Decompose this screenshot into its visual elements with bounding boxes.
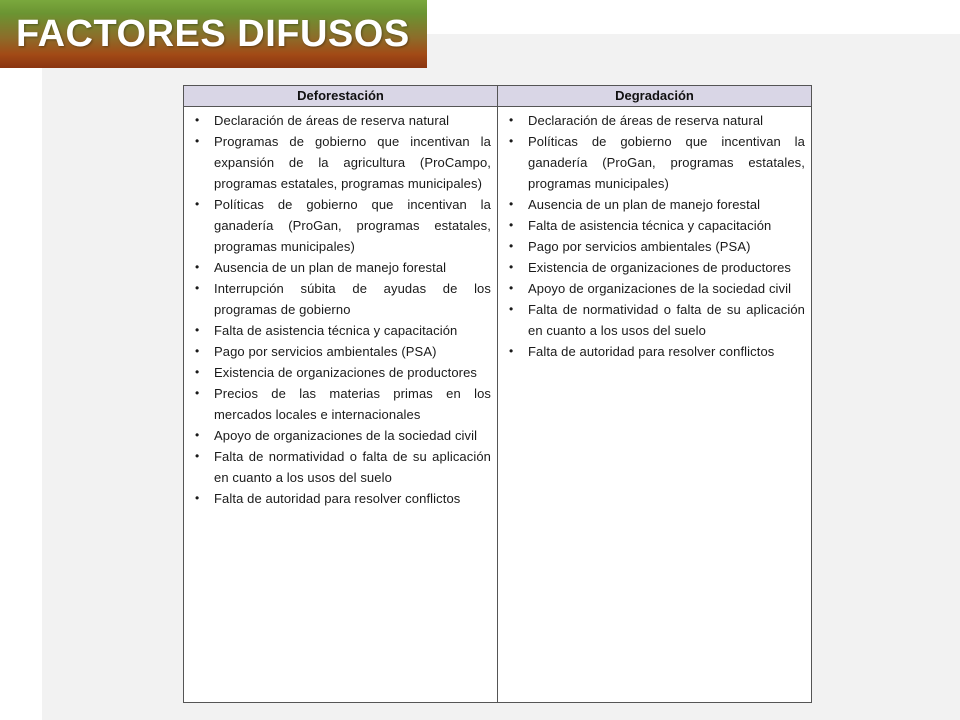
list-item: • Falta de normatividad o falta de su aplicación en cuanto a los usos del suelo [192, 446, 491, 488]
header-deforestacion: Deforestación [297, 88, 384, 103]
list-item: • Falta de normatividad o falta de su aplicación en cuanto a los usos del suelo [506, 299, 805, 341]
factors-table [183, 85, 812, 703]
list-item: • Ausencia de un plan de manejo forestal [192, 257, 491, 278]
list-item: • Falta de autoridad para resolver conflictos [192, 488, 491, 509]
list-item: • Ausencia de un plan de manejo forestal [506, 194, 805, 215]
list-item: • Precios de las materias primas en los mercados locales e internacionales [192, 383, 491, 425]
degradacion-list [506, 110, 805, 362]
title-banner [0, 0, 427, 68]
list-item: • Declaración de áreas de reserva natural [192, 110, 491, 131]
list-item: • Pago por servicios ambientales (PSA) [192, 341, 491, 362]
list-item: • Falta de asistencia técnica y capacitación [506, 215, 805, 236]
slide-title: FACTORES DIFUSOS [16, 13, 410, 55]
list-item: • Pago por servicios ambientales (PSA) [506, 236, 805, 257]
list-item: • Políticas de gobierno que incentivan la ganadería (ProGan, programas estatales, programas municipales) [506, 131, 805, 194]
list-item: • Programas de gobierno que incentivan la expansión de la agricultura (ProCampo, programas estatales, programas municipales) [192, 131, 491, 194]
list-item: • Apoyo de organizaciones de la sociedad civil [506, 278, 805, 299]
deforestacion-column [184, 107, 497, 702]
table-header-row [184, 86, 811, 107]
list-item: • Existencia de organizaciones de productores [506, 257, 805, 278]
list-item: • Falta de autoridad para resolver conflictos [506, 341, 805, 362]
header-degradacion: Degradación [497, 86, 811, 106]
table-body-row [184, 107, 811, 702]
degradacion-column [497, 107, 811, 702]
list-item: • Políticas de gobierno que incentivan la ganadería (ProGan, programas estatales, programas municipales) [192, 194, 491, 257]
list-item: • Existencia de organizaciones de productores [192, 362, 491, 383]
list-item: • Apoyo de organizaciones de la sociedad civil [192, 425, 491, 446]
list-item: • Interrupción súbita de ayudas de los programas de gobierno [192, 278, 491, 320]
list-item: • Falta de asistencia técnica y capacitación [192, 320, 491, 341]
deforestacion-list [192, 110, 491, 509]
list-item: • Declaración de áreas de reserva natural [506, 110, 805, 131]
